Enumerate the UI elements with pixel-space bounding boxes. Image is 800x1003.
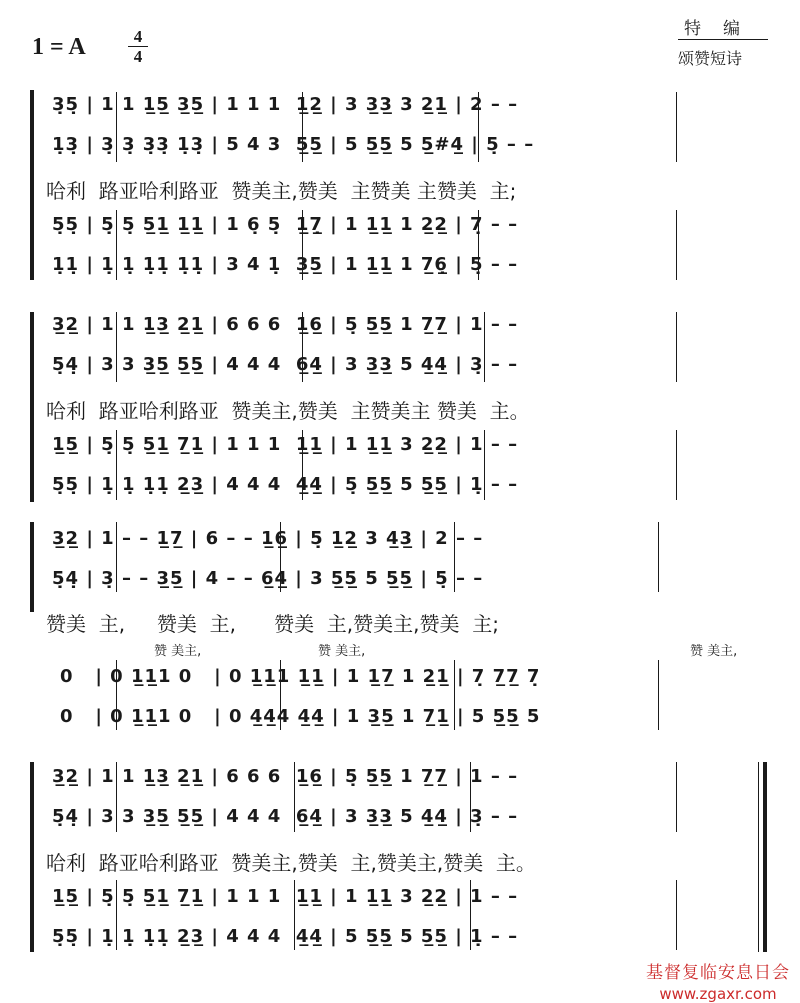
alto-line: 1̣3̣ | 3̣ 3̣ 3̣3̣ 1̣3̣ | 5 4 3 5̲5̲ | 5 5̲5̲ 5 5̲#4̲ | 5̣ – – — [52, 134, 535, 155]
bass-line: 1̣1̣ | 1̣ 1̣ 1̣1̣ 1̣1̣ | 3 4 1̣ 3̲5̲ | 1 1̲1̲ 1 7̲6̣̲ | 5̣ – – — [52, 254, 519, 275]
time-signature-top: 4 — [133, 27, 143, 46]
time-signature — [128, 28, 148, 65]
alto-line: 5̣4̣ | 3̣ – – 3̲5̲ | 4 – – 6̲4̲ | 3 5̲5̲ 5 5̲5̲ | 5̣ – – — [52, 568, 484, 589]
system-bracket — [30, 90, 34, 280]
bass-line: 0 | 0 1̲1̲1 0 | 0 4̲4̲4 4̲4̲ | 1 3̲5̲ 1 7̲1̲ | 5 5̲5̲ 5 — [60, 706, 541, 727]
lyric-line: 哈利 路亚哈利路亚 赞美主,赞美 主赞美主 赞美 主。 — [46, 399, 530, 423]
key-signature: 1 = A — [32, 34, 86, 60]
soprano-line: 3̣5̣ | 1 1 1̲5̲ 3̲5̲ | 1 1 1 1̲2̲ | 3 3̲3̲ 3 2̲1̲ | 2 – – — [52, 94, 519, 115]
lyric-line: 哈利 路亚哈利路亚 赞美主,赞美 主,赞美主,赞美 主。 — [46, 851, 536, 875]
small-lyric: 赞 美主, — [318, 644, 366, 659]
barline — [676, 210, 677, 280]
barline — [676, 430, 677, 500]
barline — [676, 92, 677, 162]
tenor-line: 1̲5̲ | 5̣ 5̣ 5̲1̲ 7̲1̲ | 1 1 1 1̲1̲ | 1 1̲1̲ 3 2̲2̲ | 1 – – — [52, 886, 519, 907]
barline — [658, 522, 659, 592]
soprano-line: 3̲2̲ | 1 – – 1̲7̲ | 6 – – 1̲6̲ | 5̣ 1̲2̲ 3 4̲3̲ | 2 – – — [52, 528, 484, 549]
source-credit: 颂赞短诗 — [678, 49, 743, 68]
small-lyric: 赞 美主, — [690, 644, 738, 659]
bass-line: 5̣5̣ | 1̣ 1̣ 1̣1̣ 2̲3̲ | 4 4 4 4̲4̲ | 5̣ 5̲5̲ 5 5̲5̲ | 1̣ – – — [52, 474, 519, 495]
barline — [676, 880, 677, 950]
tenor-line: 0 | 0 1̲1̲1 0 | 0 1̲1̲1 1̲1̲ | 1 1̲7̲ 1 2̲1̲ | 7̣ 7̲7̲ 7̣ — [60, 666, 541, 687]
watermark-title: 基督复临安息日会 — [646, 963, 790, 983]
final-barline-thin — [758, 762, 759, 952]
tenor-line: 1̲5̲ | 5̣ 5̣ 5̲1̲ 7̲1̲ | 1 1 1 1̲1̲ | 1 1̲1̲ 3 2̲2̲ | 1 – – — [52, 434, 519, 455]
alto-line: 5̣4̣ | 3 3 3̲5̲ 5̲5̲ | 4 4 4 6̲4̲ | 3 3̲3̲ 5 4̲4̲ | 3̣ – – — [52, 806, 519, 827]
watermark-url: www.zgaxr.com — [659, 985, 777, 1003]
bass-line: 5̣5̣ | 1̣ 1̣ 1̣1̣ 2̲3̲ | 4 4 4 4̲4̲ | 5 5̲5̲ 5 5̲5̲ | 1̣ – – — [52, 926, 519, 947]
system-bracket — [30, 762, 34, 952]
barline — [676, 762, 677, 832]
system-bracket — [30, 522, 34, 612]
barline — [658, 660, 659, 730]
arranger-credit: 特编 — [684, 19, 762, 39]
final-barline-thick — [763, 762, 767, 952]
lyric-line: 赞美 主, 赞美 主, 赞美 主,赞美主,赞美 主; — [46, 612, 499, 636]
small-lyric: 赞 美主, — [154, 644, 202, 659]
time-signature-bottom: 4 — [133, 47, 143, 66]
tenor-line: 5̣5̣ | 5̣ 5̣ 5̲1̲ 1̲1̲ | 1 6̣ 5̣ 1̲7̣̲ | 1 1̲1̲ 1 2̲2̲ | 7̣ – – — [52, 214, 519, 235]
soprano-line: 3̲2̲ | 1 1 1̲3̲ 2̲1̲ | 6 6 6 1̲6̲ | 5̣ 5̲5̲ 1 7̲7̲ | 1 – – — [52, 766, 519, 787]
alto-line: 5̣4̣ | 3 3 3̲5̲ 5̲5̲ | 4 4 4 6̲4̲ | 3 3̲3̲ 5 4̲4̲ | 3̣ – – — [52, 354, 519, 375]
system-bracket — [30, 312, 34, 502]
credit-divider — [678, 39, 768, 40]
barline — [676, 312, 677, 382]
watermark — [646, 958, 790, 1003]
soprano-line: 3̲2̲ | 1 1 1̲3̲ 2̲1̲ | 6 6 6 1̲6̲ | 5̣ 5̲5̲ 1 7̲7̲ | 1 – – — [52, 314, 519, 335]
lyric-line: 哈利 路亚哈利路亚 赞美主,赞美 主赞美 主赞美 主; — [46, 179, 517, 203]
